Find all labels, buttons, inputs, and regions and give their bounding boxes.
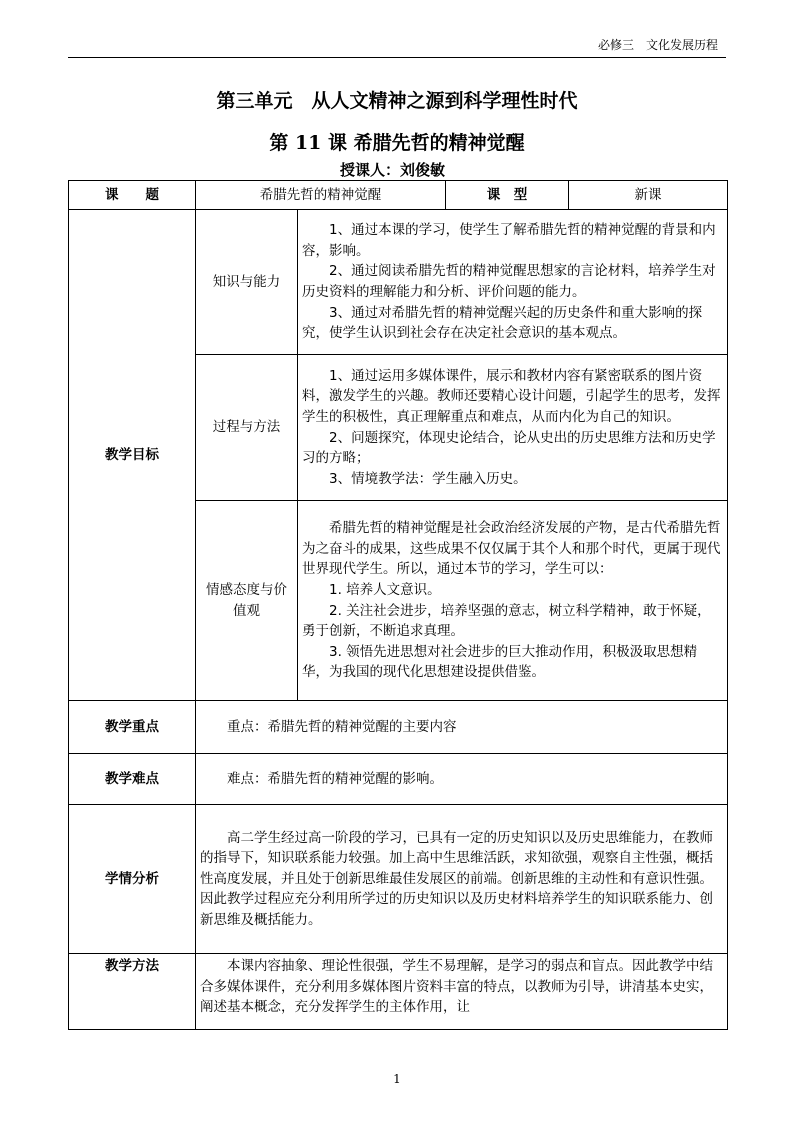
knowledge-paragraph: 1、通过本课的学习，使学生了解希腊先哲的精神觉醒的背景和内容，影响。 — [302, 222, 716, 259]
type-label: 课 型 — [446, 181, 569, 210]
emotion-paragraph: 2. 关注社会进步，培养坚强的意志，树立科学精神，敢于怀疑，勇于创新，不断追求真理。 — [302, 602, 711, 640]
topic-row — [69, 181, 728, 210]
knowledge-content — [298, 210, 728, 355]
difficulty-label: 教学难点 — [69, 754, 196, 805]
knowledge-row — [69, 210, 728, 355]
key-point-content: 重点：希腊先哲的精神觉醒的主要内容 — [196, 701, 728, 754]
lesson-plan-table — [68, 180, 728, 1030]
header-course-label: 必修三 文化发展历程 — [597, 38, 718, 52]
topic-label: 课 题 — [69, 181, 196, 210]
process-paragraph: 3、情境教学法：学生融入历史。 — [329, 470, 527, 487]
emotion-paragraph: 1. 培养人文意识。 — [329, 581, 441, 598]
page-number: 1 — [393, 1072, 401, 1086]
difficulty-row — [69, 754, 728, 805]
knowledge-paragraph: 2、通过阅读希腊先哲的精神觉醒思想家的言论材料，培养学生对历史资料的理解能力和分析、评价问题的能力。 — [302, 263, 716, 300]
analysis-row — [69, 805, 728, 954]
knowledge-label: 知识与能力 — [196, 210, 298, 355]
key-point-label: 教学重点 — [69, 701, 196, 754]
key-point-row — [69, 701, 728, 754]
emotion-label: 情感态度与价值观 — [196, 501, 298, 701]
process-paragraph: 1、通过运用多媒体课件，展示和教材内容有紧密联系的图片资料，激发学生的兴趣。教师还要精心设计问题，引起学生的思考，发挥学生的积极性，真正理解重点和难点，从而内化为自己的知识。 — [302, 367, 721, 425]
knowledge-paragraph: 3、通过对希腊先哲的精神觉醒兴起的历史条件和重大影响的探究，使学生认识到社会存在决定社会意识的基本观点。 — [302, 304, 703, 342]
method-row — [69, 954, 728, 1030]
process-label: 过程与方法 — [196, 355, 298, 501]
lesson-title: 第 11 课 希腊先哲的精神觉醒 — [269, 132, 525, 154]
teacher-name: 授课人：刘俊敏 — [340, 161, 446, 179]
analysis-label: 学情分析 — [69, 805, 196, 954]
type-value: 新课 — [569, 181, 728, 210]
method-label: 教学方法 — [69, 954, 196, 1030]
emotion-paragraph: 3. 领悟先进思想对社会进步的巨大推动作用，积极汲取思想精华，为我国的现代化思想建设提供借鉴。 — [302, 643, 698, 681]
goals-label: 教学目标 — [69, 210, 196, 701]
process-paragraph: 2、问题探究，体现史论结合，论从史出的历史思维方法和历史学习的方略； — [302, 429, 716, 467]
analysis-content: 高二学生经过高一阶段的学习，已具有一定的历史知识以及历史思维能力，在教师的指导下，知识联系能力较强。加上高中生思维活跃，求知欲强，观察自主性强，概括性高度发展，并且处于创新思维最佳发展区的前端。创新思维的主动性和有意识性强。因此教学过程应充分利用所学过的历史知识以及历史材料培养学生的知识联系能力、创新思维及概括能力。 — [196, 805, 728, 954]
emotion-content — [298, 501, 728, 701]
difficulty-content: 难点：希腊先哲的精神觉醒的影响。 — [196, 754, 728, 805]
method-content: 本课内容抽象、理论性很强，学生不易理解，是学习的弱点和盲点。因此教学中结合多媒体课件，充分利用多媒体图片资料丰富的特点，以教师为引导，讲清基本史实，阐述基本概念，充分发挥学生的主体作用，让 — [196, 954, 728, 1030]
emotion-paragraph: 希腊先哲的精神觉醒是社会政治经济发展的产物，是古代希腊先哲为之奋斗的成果，这些成果不仅仅属于其个人和那个时代，更属于现代世界现代学生。所以，通过本节的学习，学生可以： — [302, 520, 721, 578]
process-content — [298, 355, 728, 501]
header-divider — [68, 57, 726, 58]
unit-title: 第三单元 从人文精神之源到科学理性时代 — [216, 90, 578, 112]
topic-value: 希腊先哲的精神觉醒 — [196, 181, 446, 210]
